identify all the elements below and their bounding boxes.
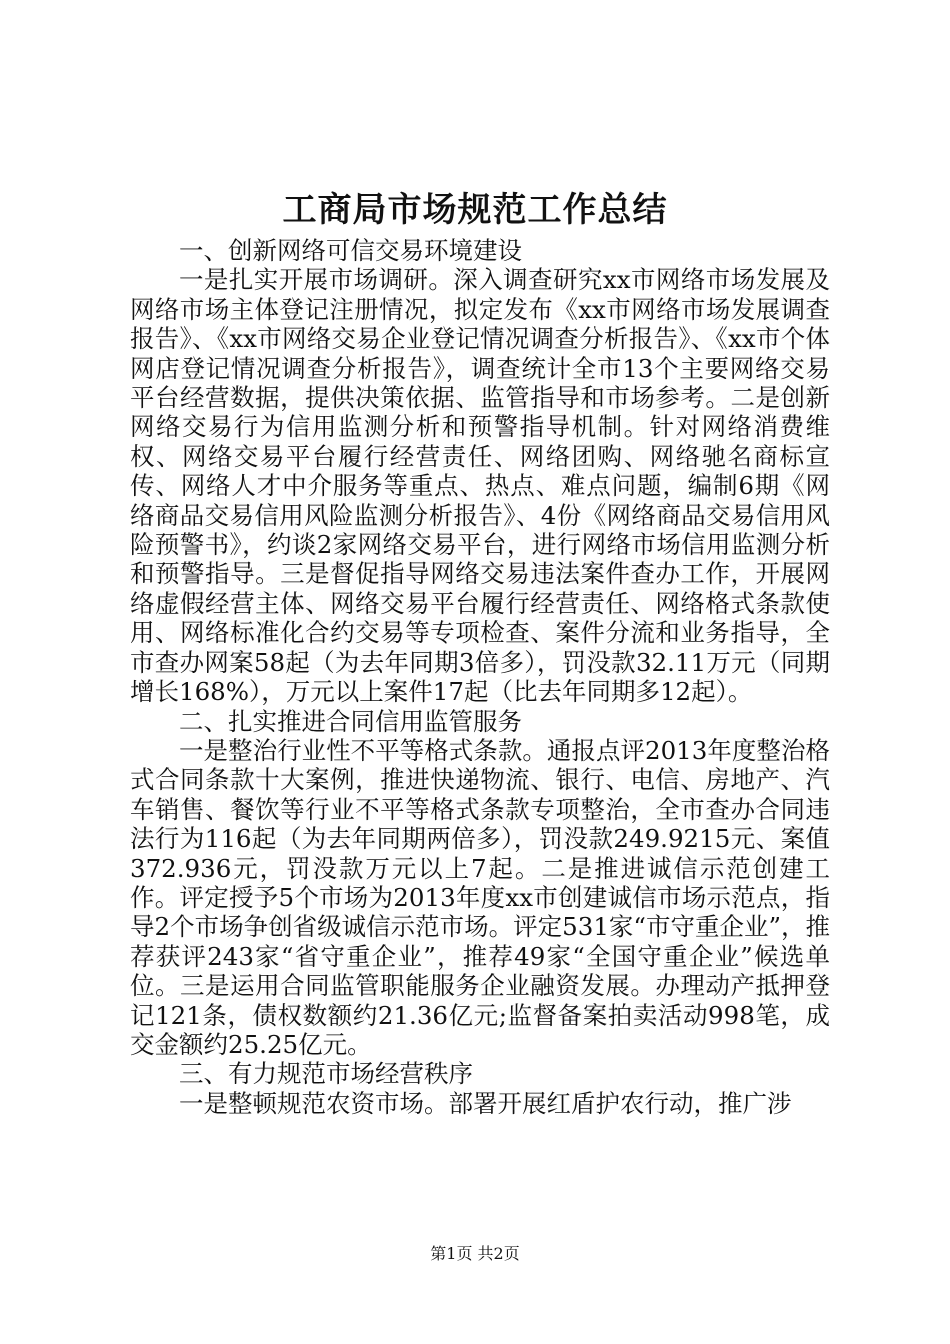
document-body	[130, 236, 830, 1118]
paragraph-3: 一是整顿规范农资市场。部署开展红盾护农行动，推广涉	[179, 1088, 792, 1118]
paragraph-1: 一是扎实开展市场调研。深入调查研究xx市网络市场发展及网络市场主体登记注册情况，拟定发布《xx市网络市场发展调查报告》、《xx市网络交易企业登记情况调查分析报告》、《xx市个体网店登记情况调查分析报告》，调查统计全市13个主要网络交易平台经营数据，提供决策依据、监管指导和市场参考。二是创新网络交易行为信用监测分析和预警指导机制。针对网络消费维权、网络交易平台履行经营责任、网络团购、网络驰名商标宣传、网络人才中介服务等重点、热点、难点问题，编制6期《网络商品交易信用风险监测分析报告》、4份《网络商品交易信用风险预警书》，约谈2家网络交易平台，进行网络市场信用监测分析和预警指导。三是督促指导网络交易违法案件查办工作，开展网络虚假经营主体、网络交易平台履行经营责任、网络格式条款使用、网络标准化合约交易等专项检查、案件分流和业务指导，全市查办网案58起（为去年同期3倍多），罚没款32.11万元（同期增长168%），万元以上案件17起（比去年同期多12起）。	[130, 265, 830, 707]
section-heading-1: 一、创新网络可信交易环境建设	[179, 236, 522, 265]
document-title: 工商局市场规范工作总结	[282, 190, 668, 230]
section-heading-3: 三、有力规范市场经营秩序	[179, 1059, 473, 1089]
section-heading-2: 二、扎实推进合同信用监管服务	[179, 706, 522, 736]
page-footer: 第1页 共2页	[430, 1244, 520, 1263]
paragraph-2: 一是整治行业性不平等格式条款。通报点评2013年度整治格式合同条款十大案例，推进快递物流、银行、电信、房地产、汽车销售、餐饮等行业不平等格式条款专项整治，全市查办合同违法行为116起（为去年同期两倍多），罚没款249.9215元、案值372.936元，罚没款万元以上7起。二是推进诚信示范创建工作。评定授予5个市场为2013年度xx市创建诚信市场示范点，指导2个市场争创省级诚信示范市场。评定531家“市守重企业”，推荐获评243家“省守重企业”，推荐49家“全国守重企业”候选单位。三是运用合同监管职能服务企业融资发展。办理动产抵押登记121条，债权数额约21.36亿元;监督备案拍卖活动998笔，成交金额约25.25亿元。	[130, 735, 830, 1059]
